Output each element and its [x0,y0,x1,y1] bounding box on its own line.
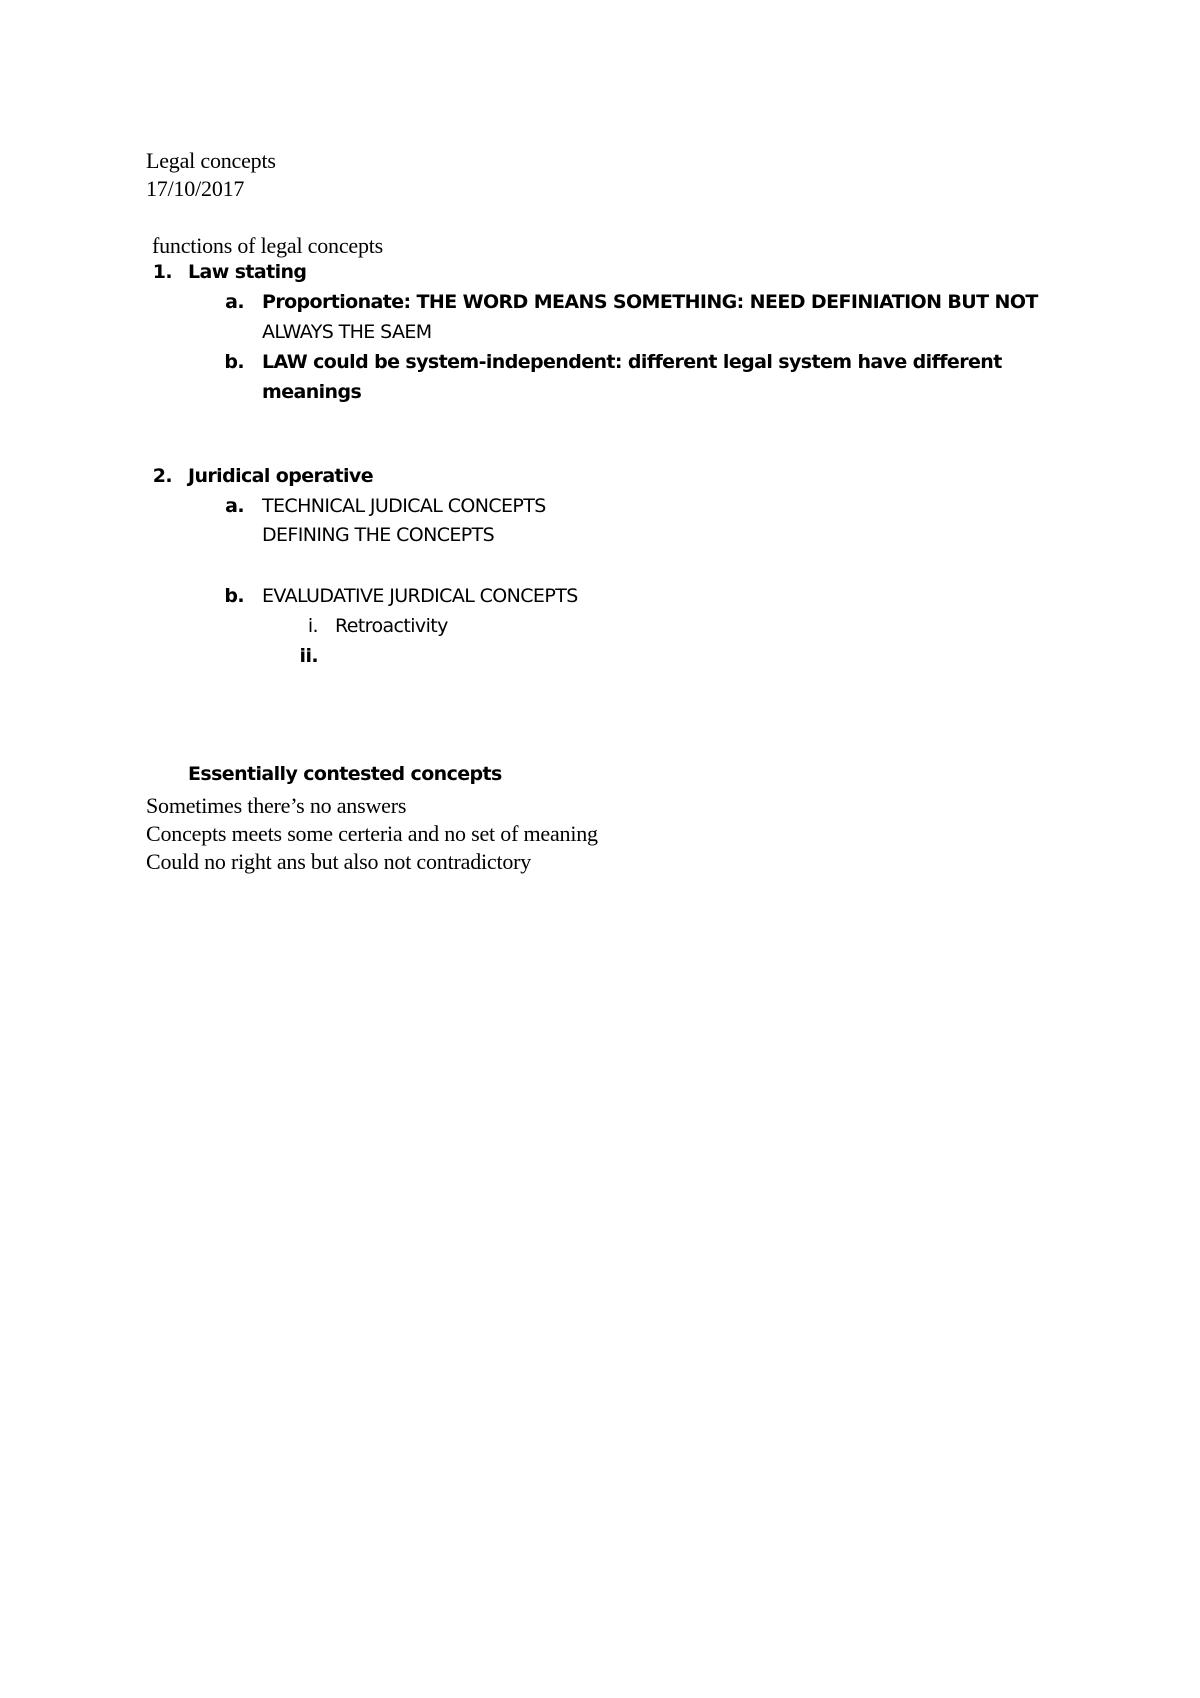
sublist-item-2a-line-2: DEFINING THE CONCEPTS [262,524,495,546]
sublist-item-2b-line-1: EVALUDATIVE JURDICAL CONCEPTS [262,585,578,607]
sublist-item-1a-line-1: Proportionate: THE WORD MEANS SOMETHING: NEED DEFINIATION BUT NOT [262,291,1038,313]
list-item-juridical-operative: Juridical operative [188,465,374,487]
sublist-item-1b-line-1: LAW could be system-independent: different legal system have different [262,351,1002,373]
contested-line-3: Could no right ans but also not contradictory [146,849,532,874]
list-item-law-stating: Law stating [188,261,307,283]
contested-line-2: Concepts meets some certeria and no set of meaning [146,821,598,846]
subsublist-marker-ii: ii. [299,645,318,667]
list-marker-2: 2. [152,465,172,487]
sublist-marker-2a: a. [225,495,244,517]
doc-date: 17/10/2017 [146,176,245,201]
section-heading-contested: Essentially contested concepts [188,763,502,785]
subsublist-item-retroactivity: Retroactivity [335,615,448,637]
intro-text: functions of legal concepts [152,233,384,258]
sublist-item-1b-line-2: meanings [262,381,362,403]
contested-line-1: Sometimes there’s no answers [146,793,407,818]
doc-title: Legal concepts [146,148,276,173]
sublist-marker-2b: b. [224,585,244,607]
sublist-item-1a-line-2: ALWAYS THE SAEM [262,321,432,343]
sublist-marker-1b: b. [224,351,244,373]
subsublist-marker-i: i. [307,615,318,637]
list-marker-1: 1. [152,261,172,283]
sublist-item-2a-line-1: TECHNICAL JUDICAL CONCEPTS [262,495,546,517]
sublist-marker-1a: a. [225,291,244,313]
